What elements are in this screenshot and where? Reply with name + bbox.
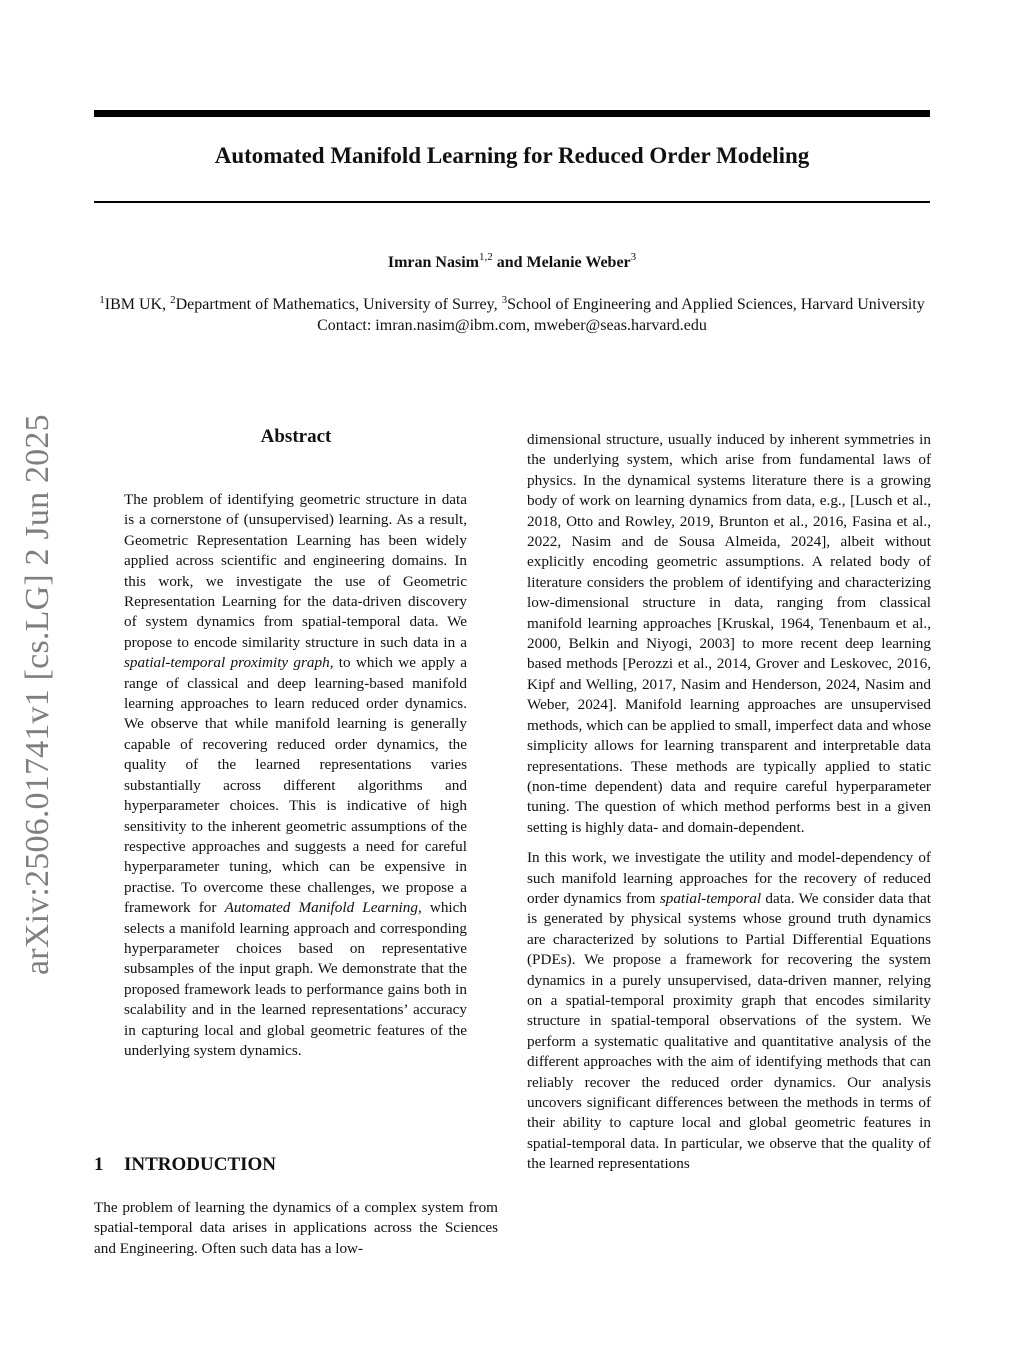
- author-line: [94, 252, 930, 274]
- author-affiliation-marker: 1,2: [478, 251, 493, 263]
- intro-text: data. We consider data that is generated by physical systems whose ground truth dynamics are characterized by solutions to Partial Differential Equations (PDEs). We propose a framework for recovering the system dynamics in a purely unsupervised, data-driven manner, relying on a spatial-temporal proximity graph that encodes similarity structure in spatial-temporal observations of the system. We perform a systematic qualitative and quantitative analysis of the different approaches with the aim of identifying methods that can reliably recover the reduced order dynamics. Our analysis uncovers significant differences between the methods in terms of their ability to capture local and global geometric features in spatial-temporal data. In particular, we observe that the quality of the learned representations: [527, 889, 931, 1173]
- affiliation-text: School of Engineering and Applied Sciences, Harvard University: [507, 296, 925, 313]
- intro-paragraph-left: The problem of learning the dynamics of a complex system from spatial-temporal data arises in applications across the Sciences and Engineering. Often such data has a low-: [94, 1199, 498, 1257]
- author-name: Melanie Weber: [526, 254, 631, 271]
- intro-paragraph: [527, 848, 931, 1175]
- affiliations: [94, 294, 930, 336]
- affiliation-line: [94, 294, 930, 315]
- affiliation-text: Department of Mathematics, University of Surrey,: [175, 296, 502, 313]
- contact-line: Contact: imran.nasim@ibm.com, mweber@seas.harvard.edu: [317, 317, 707, 334]
- abstract-text: The problem of identifying geometric structure in data is a cornerstone of (unsupervised) learning. As a result, Geometric Representation Learning has been widely applied across scientific and engineering domains. In this work, we investigate the use of Geometric Representation Learning for the data-driven discovery of system dynamics from spatial-temporal data. We propose to encode similarity structure in such data in a: [124, 491, 467, 651]
- abstract-text: , which selects a manifold learning approach and corresponding hyperparameter choices based on representative subsamples of the input graph. We demonstrate that the proposed framework leads to performance gains both in scalability and in the learned representations’ accuracy in capturing local and global geometric features of the underlying system dynamics.: [124, 899, 467, 1059]
- title-rule: [94, 201, 930, 203]
- section-title: INTRODUCTION: [124, 1154, 277, 1175]
- arxiv-identifier-stamp: arXiv:2506.01741v1 [cs.LG] 2 Jun 2025: [19, 414, 56, 975]
- section-number: 1: [94, 1154, 104, 1175]
- top-rule: [94, 110, 930, 117]
- paper-title: Automated Manifold Learning for Reduced Order Modeling: [214, 143, 810, 168]
- right-column: [527, 430, 931, 1185]
- affiliation-marker: 2: [170, 294, 176, 306]
- author-name: Imran Nasim: [387, 254, 479, 271]
- abstract-emphasis: spatial-temporal proximity graph: [124, 654, 330, 672]
- intro-emphasis: spatial-temporal: [659, 889, 762, 907]
- affiliation-marker: 1: [99, 294, 105, 306]
- intro-paragraph: dimensional structure, usually induced by inherent symmetries in the underlying system, which arise from fundamental laws of physics. In the dynamical systems literature there is a growing body of work on learning dynamics from data, e.g., [Lusch et al., 2018, Otto and Rowley, 2019, Brunton et al., 2016, Fasina et al., 2022, Nasim and de Sousa Almeida, 2024], albeit without explicitly encoding geometric assumptions. A related body of literature considers the problem of identifying and characterizing low-dimensional structure in data, ranging from classical manifold learning approaches [Kruskal, 1964, Tenenbaum et al., 2000, Belkin and Niyogi, 2003] to more recent deep learning based methods [Perozzi et al., 2014, Grover and Leskovec, 2016, Kipf and Welling, 2017, Nasim and Henderson, 2024, Nasim and Weber, 2024]. Manifold learning approaches are unsupervised methods, which can be applied to small, imperfect data and whose simplicity allows for learning transparent and interpretable data representations. These methods are typically applied to static (non-time dependent) data and require careful hyperparameter tuning. The question of which method performs best in a given setting is highly data- and domain-dependent.: [527, 431, 931, 836]
- abstract-body: [124, 490, 467, 1061]
- affiliation-text: IBM UK,: [104, 296, 171, 313]
- section-heading-introduction: [94, 1152, 498, 1178]
- author-affiliation-marker: 3: [630, 251, 637, 263]
- author-connector: and: [496, 254, 523, 271]
- abstract-heading: Abstract: [260, 426, 332, 447]
- intro-text: In this work, we investigate the utility and model-dependency of such manifold learning approaches for the recovery of reduced order dynamics from: [527, 849, 931, 907]
- abstract-text: , to which we apply a range of classical and deep learning-based manifold learning approaches to learn reduced order dynamics. We observe that while manifold learning is generally capable of recovering reduced order dynamics, the quality of the learned representations varies substantially across different algorithms and hyperparameter choices. This is indicative of high sensitivity to the inherent geometric assumptions of the respective approaches and suggests a need for careful hyperparameter tuning, which can be expensive in practise. To overcome these challenges, we propose a framework for: [124, 654, 467, 917]
- abstract-emphasis: Automated Manifold Learning: [224, 899, 418, 917]
- affiliation-marker: 3: [501, 294, 508, 306]
